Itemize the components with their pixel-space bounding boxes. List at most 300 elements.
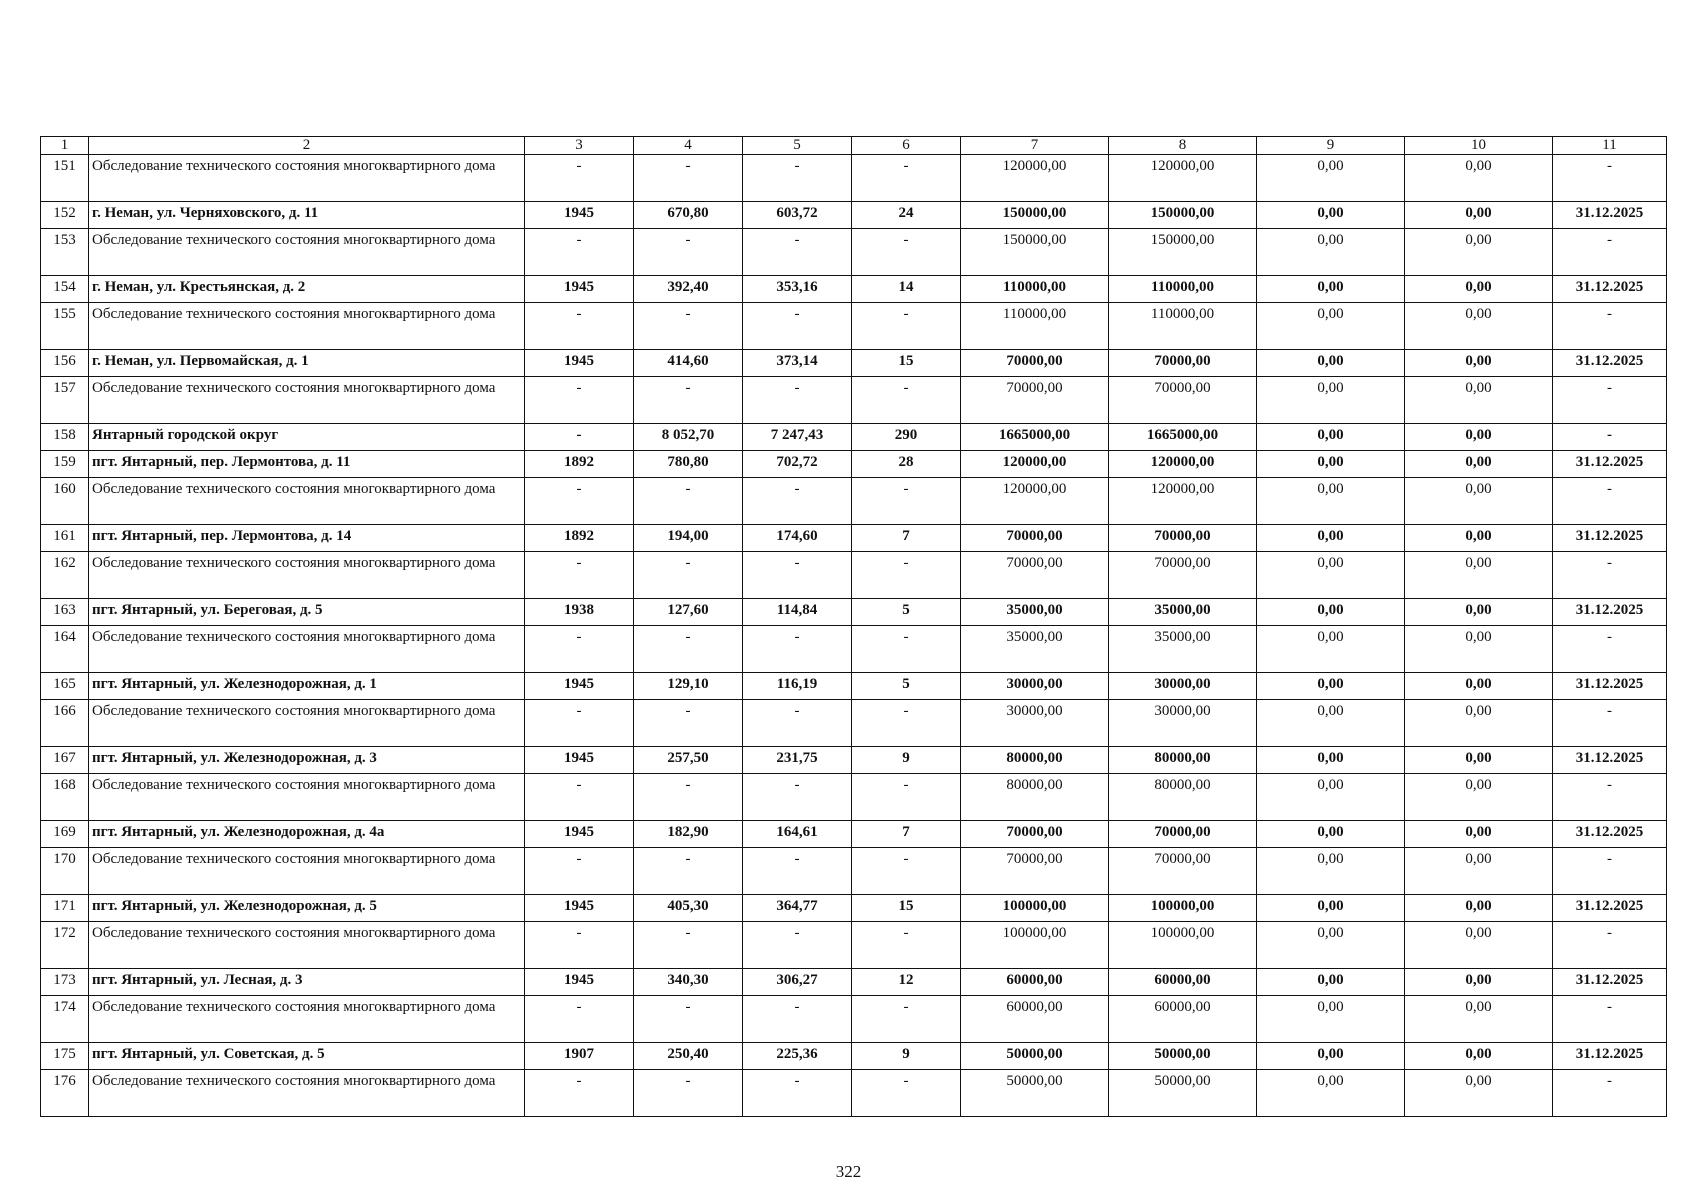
cell-row-number: 166: [41, 700, 89, 747]
cell-total-cost: 35000,00: [961, 599, 1109, 626]
inspection-row: [41, 377, 1667, 424]
cell-local-funds: 0,00: [1257, 276, 1405, 303]
cell-local-funds: 0,00: [1257, 1070, 1405, 1117]
cell-row-number: 165: [41, 673, 89, 700]
cell-regional-funds: 150000,00: [1109, 202, 1257, 229]
cell-completion-date: -: [1553, 377, 1667, 424]
cell-owner-funds: 0,00: [1405, 747, 1553, 774]
cell-regional-funds: 80000,00: [1109, 774, 1257, 821]
cell-residents: -: [852, 303, 961, 350]
cell-object-name: Обследование технического состояния многоквартирного дома: [89, 155, 525, 202]
cell-row-number: 172: [41, 922, 89, 969]
column-number-header-row: [41, 137, 1667, 155]
cell-total-cost: 120000,00: [961, 451, 1109, 478]
cell-local-funds: 0,00: [1257, 673, 1405, 700]
cell-total-area: 780,80: [634, 451, 743, 478]
cell-local-funds: 0,00: [1257, 303, 1405, 350]
cell-regional-funds: 70000,00: [1109, 350, 1257, 377]
cell-local-funds: 0,00: [1257, 747, 1405, 774]
cell-residents: -: [852, 848, 961, 895]
cell-build-year: -: [525, 626, 634, 673]
cell-total-area: -: [634, 996, 743, 1043]
cell-regional-funds: 120000,00: [1109, 155, 1257, 202]
cell-residents: 9: [852, 1043, 961, 1070]
cell-residents: 15: [852, 895, 961, 922]
cell-object-name: пгт. Янтарный, пер. Лермонтова, д. 14: [89, 525, 525, 552]
cell-local-funds: 0,00: [1257, 377, 1405, 424]
cell-living-area: 231,75: [743, 747, 852, 774]
cell-residents: 5: [852, 599, 961, 626]
cell-total-cost: 60000,00: [961, 996, 1109, 1043]
cell-living-area: 225,36: [743, 1043, 852, 1070]
cell-local-funds: 0,00: [1257, 350, 1405, 377]
cell-total-cost: 100000,00: [961, 922, 1109, 969]
cell-row-number: 155: [41, 303, 89, 350]
cell-living-area: 353,16: [743, 276, 852, 303]
cell-local-funds: 0,00: [1257, 599, 1405, 626]
cell-total-cost: 50000,00: [961, 1043, 1109, 1070]
cell-regional-funds: 80000,00: [1109, 747, 1257, 774]
cell-object-name: пгт. Янтарный, пер. Лермонтова, д. 11: [89, 451, 525, 478]
cell-object-name: Обследование технического состояния многоквартирного дома: [89, 700, 525, 747]
cell-total-area: -: [634, 848, 743, 895]
cell-owner-funds: 0,00: [1405, 895, 1553, 922]
cell-object-name: Обследование технического состояния многоквартирного дома: [89, 848, 525, 895]
cell-completion-date: -: [1553, 774, 1667, 821]
cell-regional-funds: 70000,00: [1109, 821, 1257, 848]
cell-living-area: 364,77: [743, 895, 852, 922]
cell-object-name: Обследование технического состояния многоквартирного дома: [89, 996, 525, 1043]
cell-total-area: 405,30: [634, 895, 743, 922]
cell-residents: -: [852, 478, 961, 525]
cell-build-year: -: [525, 774, 634, 821]
cell-total-area: 340,30: [634, 969, 743, 996]
cell-local-funds: 0,00: [1257, 478, 1405, 525]
cell-residents: -: [852, 1070, 961, 1117]
cell-build-year: 1945: [525, 673, 634, 700]
cell-residents: 7: [852, 821, 961, 848]
cell-total-area: 414,60: [634, 350, 743, 377]
cell-owner-funds: 0,00: [1405, 276, 1553, 303]
cell-residents: -: [852, 229, 961, 276]
cell-total-area: -: [634, 155, 743, 202]
cell-living-area: -: [743, 922, 852, 969]
cell-completion-date: -: [1553, 922, 1667, 969]
cell-object-name: Обследование технического состояния многоквартирного дома: [89, 552, 525, 599]
column-number-11: 11: [1553, 137, 1667, 155]
cell-row-number: 173: [41, 969, 89, 996]
cell-local-funds: 0,00: [1257, 202, 1405, 229]
cell-build-year: -: [525, 922, 634, 969]
cell-local-funds: 0,00: [1257, 451, 1405, 478]
cell-row-number: 152: [41, 202, 89, 229]
inspection-row: [41, 552, 1667, 599]
cell-regional-funds: 35000,00: [1109, 599, 1257, 626]
cell-total-area: 182,90: [634, 821, 743, 848]
cell-owner-funds: 0,00: [1405, 700, 1553, 747]
cell-regional-funds: 150000,00: [1109, 229, 1257, 276]
cell-living-area: -: [743, 377, 852, 424]
cell-completion-date: 31.12.2025: [1553, 202, 1667, 229]
cell-total-cost: 1665000,00: [961, 424, 1109, 451]
address-row: [41, 821, 1667, 848]
cell-living-area: -: [743, 478, 852, 525]
cell-row-number: 154: [41, 276, 89, 303]
cell-total-area: -: [634, 1070, 743, 1117]
address-row: [41, 276, 1667, 303]
cell-object-name: пгт. Янтарный, ул. Железнодорожная, д. 4а: [89, 821, 525, 848]
cell-local-funds: 0,00: [1257, 626, 1405, 673]
cell-total-area: -: [634, 626, 743, 673]
cell-row-number: 169: [41, 821, 89, 848]
cell-row-number: 161: [41, 525, 89, 552]
column-number-7: 7: [961, 137, 1109, 155]
cell-build-year: -: [525, 229, 634, 276]
cell-total-cost: 120000,00: [961, 478, 1109, 525]
cell-owner-funds: 0,00: [1405, 478, 1553, 525]
cell-local-funds: 0,00: [1257, 424, 1405, 451]
address-row: [41, 969, 1667, 996]
inspection-row: [41, 700, 1667, 747]
cell-total-area: 392,40: [634, 276, 743, 303]
inspection-row: [41, 996, 1667, 1043]
cell-build-year: 1945: [525, 276, 634, 303]
cell-object-name: пгт. Янтарный, ул. Советская, д. 5: [89, 1043, 525, 1070]
cell-row-number: 157: [41, 377, 89, 424]
page-number: 322: [835, 1162, 862, 1181]
cell-object-name: пгт. Янтарный, ул. Железнодорожная, д. 3: [89, 747, 525, 774]
cell-owner-funds: 0,00: [1405, 996, 1553, 1043]
cell-object-name: Обследование технического состояния многоквартирного дома: [89, 626, 525, 673]
cell-living-area: -: [743, 1070, 852, 1117]
cell-regional-funds: 100000,00: [1109, 922, 1257, 969]
cell-completion-date: -: [1553, 478, 1667, 525]
inspection-row: [41, 303, 1667, 350]
address-row: [41, 1043, 1667, 1070]
cell-regional-funds: 50000,00: [1109, 1070, 1257, 1117]
cell-local-funds: 0,00: [1257, 155, 1405, 202]
cell-build-year: -: [525, 155, 634, 202]
cell-completion-date: 31.12.2025: [1553, 821, 1667, 848]
cell-owner-funds: 0,00: [1405, 552, 1553, 599]
cell-row-number: 170: [41, 848, 89, 895]
cell-total-area: 670,80: [634, 202, 743, 229]
cell-total-cost: 110000,00: [961, 303, 1109, 350]
column-number-10: 10: [1405, 137, 1553, 155]
inspection-row: [41, 848, 1667, 895]
cell-total-cost: 100000,00: [961, 895, 1109, 922]
cell-total-cost: 70000,00: [961, 350, 1109, 377]
inspection-row: [41, 774, 1667, 821]
cell-completion-date: -: [1553, 155, 1667, 202]
cell-row-number: 175: [41, 1043, 89, 1070]
cell-local-funds: 0,00: [1257, 700, 1405, 747]
cell-row-number: 167: [41, 747, 89, 774]
cell-total-area: 127,60: [634, 599, 743, 626]
cell-regional-funds: 120000,00: [1109, 478, 1257, 525]
cell-build-year: 1945: [525, 747, 634, 774]
cell-total-cost: 70000,00: [961, 525, 1109, 552]
cell-total-cost: 50000,00: [961, 1070, 1109, 1117]
cell-build-year: -: [525, 478, 634, 525]
cell-regional-funds: 70000,00: [1109, 377, 1257, 424]
cell-build-year: 1907: [525, 1043, 634, 1070]
cell-regional-funds: 110000,00: [1109, 276, 1257, 303]
cell-owner-funds: 0,00: [1405, 451, 1553, 478]
cell-completion-date: -: [1553, 996, 1667, 1043]
cell-regional-funds: 60000,00: [1109, 996, 1257, 1043]
cell-build-year: -: [525, 848, 634, 895]
cell-local-funds: 0,00: [1257, 922, 1405, 969]
cell-regional-funds: 30000,00: [1109, 673, 1257, 700]
cell-object-name: г. Неман, ул. Первомайская, д. 1: [89, 350, 525, 377]
cell-residents: 9: [852, 747, 961, 774]
cell-row-number: 164: [41, 626, 89, 673]
cell-build-year: 1892: [525, 451, 634, 478]
cell-completion-date: 31.12.2025: [1553, 895, 1667, 922]
cell-living-area: -: [743, 848, 852, 895]
column-number-2: 2: [89, 137, 525, 155]
cell-object-name: г. Неман, ул. Черняховского, д. 11: [89, 202, 525, 229]
registry-table: [40, 136, 1667, 1117]
cell-completion-date: 31.12.2025: [1553, 276, 1667, 303]
address-row: [41, 424, 1667, 451]
cell-regional-funds: 30000,00: [1109, 700, 1257, 747]
cell-build-year: 1892: [525, 525, 634, 552]
cell-residents: 15: [852, 350, 961, 377]
cell-row-number: 160: [41, 478, 89, 525]
cell-total-cost: 35000,00: [961, 626, 1109, 673]
cell-row-number: 158: [41, 424, 89, 451]
cell-residents: 14: [852, 276, 961, 303]
cell-total-cost: 70000,00: [961, 552, 1109, 599]
cell-object-name: Обследование технического состояния многоквартирного дома: [89, 774, 525, 821]
inspection-row: [41, 1070, 1667, 1117]
inspection-row: [41, 922, 1667, 969]
cell-row-number: 168: [41, 774, 89, 821]
cell-living-area: -: [743, 996, 852, 1043]
cell-residents: -: [852, 922, 961, 969]
cell-build-year: 1945: [525, 895, 634, 922]
cell-build-year: 1938: [525, 599, 634, 626]
cell-owner-funds: 0,00: [1405, 229, 1553, 276]
column-number-8: 8: [1109, 137, 1257, 155]
cell-build-year: 1945: [525, 969, 634, 996]
cell-local-funds: 0,00: [1257, 996, 1405, 1043]
inspection-row: [41, 155, 1667, 202]
cell-build-year: -: [525, 303, 634, 350]
cell-owner-funds: 0,00: [1405, 377, 1553, 424]
cell-build-year: -: [525, 377, 634, 424]
cell-total-area: -: [634, 229, 743, 276]
cell-completion-date: -: [1553, 700, 1667, 747]
cell-completion-date: 31.12.2025: [1553, 451, 1667, 478]
cell-owner-funds: 0,00: [1405, 424, 1553, 451]
cell-total-cost: 70000,00: [961, 377, 1109, 424]
cell-completion-date: 31.12.2025: [1553, 673, 1667, 700]
cell-object-name: Янтарный городской округ: [89, 424, 525, 451]
cell-regional-funds: 70000,00: [1109, 848, 1257, 895]
cell-living-area: 306,27: [743, 969, 852, 996]
column-number-4: 4: [634, 137, 743, 155]
cell-row-number: 176: [41, 1070, 89, 1117]
cell-living-area: -: [743, 626, 852, 673]
cell-residents: -: [852, 774, 961, 821]
cell-object-name: Обследование технического состояния многоквартирного дома: [89, 377, 525, 424]
cell-owner-funds: 0,00: [1405, 599, 1553, 626]
cell-object-name: пгт. Янтарный, ул. Железнодорожная, д. 1: [89, 673, 525, 700]
cell-living-area: 702,72: [743, 451, 852, 478]
cell-total-area: -: [634, 774, 743, 821]
cell-residents: 24: [852, 202, 961, 229]
cell-completion-date: 31.12.2025: [1553, 525, 1667, 552]
cell-completion-date: -: [1553, 552, 1667, 599]
cell-owner-funds: 0,00: [1405, 774, 1553, 821]
column-number-5: 5: [743, 137, 852, 155]
cell-completion-date: -: [1553, 848, 1667, 895]
column-number-3: 3: [525, 137, 634, 155]
cell-owner-funds: 0,00: [1405, 969, 1553, 996]
cell-row-number: 159: [41, 451, 89, 478]
cell-total-area: 250,40: [634, 1043, 743, 1070]
cell-living-area: -: [743, 229, 852, 276]
cell-total-cost: 70000,00: [961, 848, 1109, 895]
cell-total-area: 194,00: [634, 525, 743, 552]
cell-total-cost: 70000,00: [961, 821, 1109, 848]
address-row: [41, 350, 1667, 377]
cell-living-area: 114,84: [743, 599, 852, 626]
cell-total-area: -: [634, 303, 743, 350]
cell-local-funds: 0,00: [1257, 552, 1405, 599]
cell-regional-funds: 50000,00: [1109, 1043, 1257, 1070]
cell-living-area: 164,61: [743, 821, 852, 848]
cell-regional-funds: 1665000,00: [1109, 424, 1257, 451]
address-row: [41, 451, 1667, 478]
cell-living-area: -: [743, 774, 852, 821]
column-number-9: 9: [1257, 137, 1405, 155]
cell-total-cost: 150000,00: [961, 202, 1109, 229]
cell-owner-funds: 0,00: [1405, 848, 1553, 895]
cell-object-name: Обследование технического состояния многоквартирного дома: [89, 303, 525, 350]
cell-completion-date: 31.12.2025: [1553, 599, 1667, 626]
cell-residents: -: [852, 626, 961, 673]
cell-local-funds: 0,00: [1257, 969, 1405, 996]
cell-total-cost: 60000,00: [961, 969, 1109, 996]
cell-object-name: пгт. Янтарный, ул. Береговая, д. 5: [89, 599, 525, 626]
address-row: [41, 673, 1667, 700]
cell-residents: 290: [852, 424, 961, 451]
cell-regional-funds: 70000,00: [1109, 552, 1257, 599]
cell-row-number: 153: [41, 229, 89, 276]
cell-owner-funds: 0,00: [1405, 155, 1553, 202]
cell-owner-funds: 0,00: [1405, 1070, 1553, 1117]
cell-row-number: 156: [41, 350, 89, 377]
cell-row-number: 171: [41, 895, 89, 922]
cell-row-number: 162: [41, 552, 89, 599]
cell-object-name: Обследование технического состояния многоквартирного дома: [89, 1070, 525, 1117]
cell-residents: -: [852, 155, 961, 202]
cell-object-name: г. Неман, ул. Крестьянская, д. 2: [89, 276, 525, 303]
cell-build-year: 1945: [525, 202, 634, 229]
cell-build-year: -: [525, 996, 634, 1043]
cell-living-area: 603,72: [743, 202, 852, 229]
cell-living-area: 373,14: [743, 350, 852, 377]
cell-owner-funds: 0,00: [1405, 821, 1553, 848]
cell-completion-date: -: [1553, 1070, 1667, 1117]
cell-residents: -: [852, 700, 961, 747]
cell-regional-funds: 100000,00: [1109, 895, 1257, 922]
cell-row-number: 151: [41, 155, 89, 202]
cell-regional-funds: 110000,00: [1109, 303, 1257, 350]
cell-owner-funds: 0,00: [1405, 673, 1553, 700]
cell-build-year: 1945: [525, 350, 634, 377]
cell-living-area: -: [743, 552, 852, 599]
cell-living-area: -: [743, 303, 852, 350]
cell-completion-date: -: [1553, 303, 1667, 350]
cell-build-year: -: [525, 1070, 634, 1117]
address-row: [41, 525, 1667, 552]
cell-row-number: 163: [41, 599, 89, 626]
cell-local-funds: 0,00: [1257, 1043, 1405, 1070]
cell-owner-funds: 0,00: [1405, 525, 1553, 552]
cell-total-area: -: [634, 478, 743, 525]
cell-completion-date: -: [1553, 626, 1667, 673]
inspection-row: [41, 229, 1667, 276]
document-sheet: [40, 136, 1666, 1117]
cell-total-area: -: [634, 377, 743, 424]
cell-total-cost: 150000,00: [961, 229, 1109, 276]
inspection-row: [41, 626, 1667, 673]
column-number-6: 6: [852, 137, 961, 155]
cell-owner-funds: 0,00: [1405, 1043, 1553, 1070]
cell-local-funds: 0,00: [1257, 895, 1405, 922]
cell-living-area: 174,60: [743, 525, 852, 552]
inspection-row: [41, 478, 1667, 525]
cell-regional-funds: 60000,00: [1109, 969, 1257, 996]
address-row: [41, 599, 1667, 626]
cell-build-year: -: [525, 700, 634, 747]
cell-total-area: 129,10: [634, 673, 743, 700]
cell-total-cost: 120000,00: [961, 155, 1109, 202]
cell-row-number: 174: [41, 996, 89, 1043]
cell-object-name: Обследование технического состояния многоквартирного дома: [89, 922, 525, 969]
cell-total-cost: 80000,00: [961, 774, 1109, 821]
cell-completion-date: -: [1553, 229, 1667, 276]
cell-residents: -: [852, 552, 961, 599]
cell-completion-date: -: [1553, 424, 1667, 451]
cell-residents: -: [852, 377, 961, 424]
cell-build-year: -: [525, 552, 634, 599]
cell-completion-date: 31.12.2025: [1553, 1043, 1667, 1070]
column-number-1: 1: [41, 137, 89, 155]
cell-local-funds: 0,00: [1257, 821, 1405, 848]
cell-local-funds: 0,00: [1257, 229, 1405, 276]
cell-living-area: -: [743, 155, 852, 202]
cell-object-name: пгт. Янтарный, ул. Лесная, д. 3: [89, 969, 525, 996]
cell-total-cost: 110000,00: [961, 276, 1109, 303]
cell-living-area: 116,19: [743, 673, 852, 700]
cell-total-area: -: [634, 700, 743, 747]
cell-owner-funds: 0,00: [1405, 626, 1553, 673]
cell-completion-date: 31.12.2025: [1553, 350, 1667, 377]
address-row: [41, 895, 1667, 922]
cell-build-year: 1945: [525, 821, 634, 848]
cell-living-area: 7 247,43: [743, 424, 852, 451]
cell-completion-date: 31.12.2025: [1553, 747, 1667, 774]
cell-regional-funds: 120000,00: [1109, 451, 1257, 478]
cell-total-area: -: [634, 922, 743, 969]
cell-completion-date: 31.12.2025: [1553, 969, 1667, 996]
